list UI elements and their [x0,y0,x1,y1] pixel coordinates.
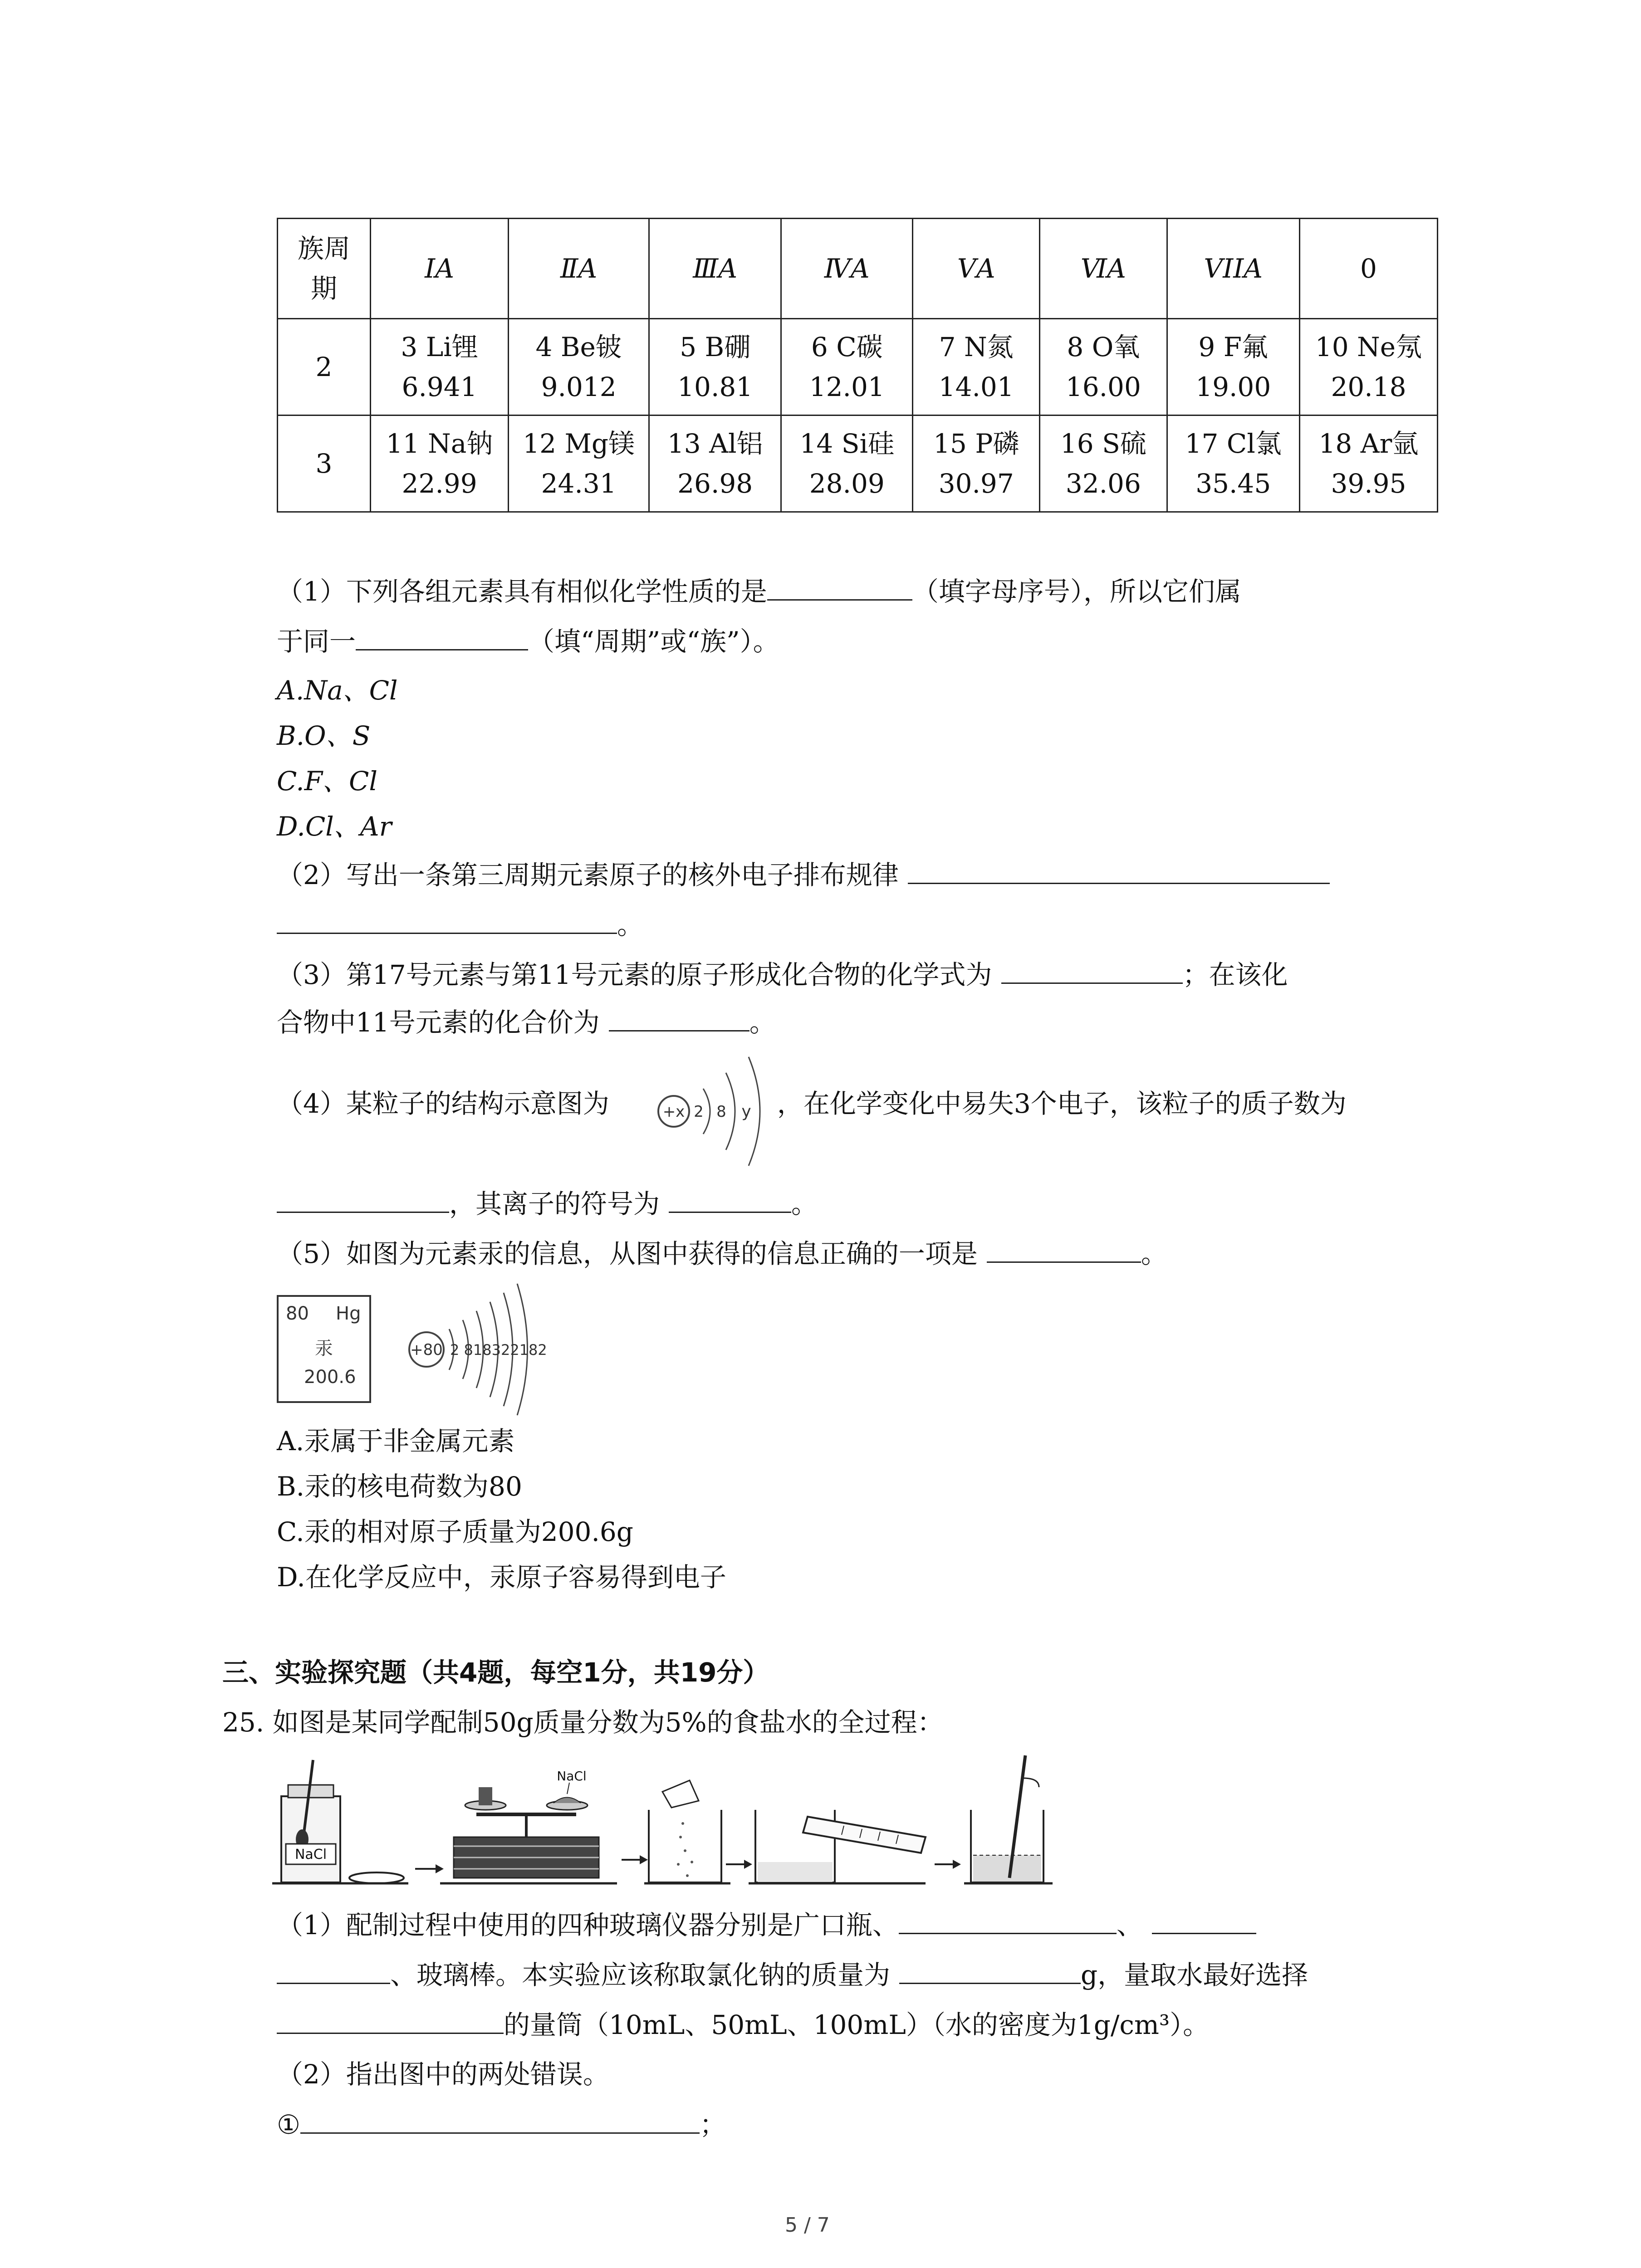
mercury-atom-diagram [404,1277,567,1422]
shell-2-count: 8 [716,1103,726,1121]
shell-counts: 2 818322182 [450,1341,547,1359]
element-cell: 5 B硼10.81 [649,319,781,415]
q5-option-b: B.汞的核电荷数为80 [277,1471,522,1502]
q5-option-d: D.在化学反应中，汞原子容易得到电子 [277,1562,726,1593]
jar-label: NaCl [294,1847,327,1862]
atomic-mass: 200.6 [304,1367,356,1388]
element-cell: 3 Li锂6.941 [371,319,509,415]
element-cell: 8 O氧16.00 [1040,319,1167,415]
q1-option-b: B.O、S [277,720,371,751]
element-cell: 17 Cl氯35.45 [1167,415,1299,512]
q4-answer-blank-1[interactable] [277,1182,449,1213]
q25-p1-line2: 、玻璃棒。本实验应该称取氯化钠的质量为 g，量取水最好选择 [277,1953,1308,1997]
section-heading: 三、实验探究题（共4题，每空1分，共19分） [222,1657,769,1688]
q1-option-c: C.F、Cl [277,766,377,797]
element-cell: 18 Ar氩39.95 [1299,415,1437,512]
q3-answer-blank-1[interactable] [1001,953,1183,984]
element-cell: 15 P磷30.97 [913,415,1040,512]
element-cell: 9 F氟19.00 [1167,319,1299,415]
q1-option-d: D.Cl、Ar [277,811,392,842]
q25-answer-blank-4[interactable] [277,2003,504,2034]
q5-option-a: A.汞属于非金属元素 [277,1426,515,1457]
header-group-1: ⅠA [371,219,509,319]
q25-error-blank-1[interactable] [300,2102,700,2134]
periodic-table [277,218,1438,513]
dish [349,1872,404,1883]
q25-answer-blank-1[interactable] [899,1903,1117,1934]
salt-label: NaCl [557,1769,587,1784]
element-cell: 14 Si硅28.09 [781,415,913,512]
q3-answer-blank-2[interactable] [609,1000,749,1031]
q25-title: 25. 如图是某同学配制50g质量分数为5%的食盐水的全过程： [222,1707,944,1738]
element-cell: 4 Be铍9.012 [509,319,649,415]
q5-line1: （5）如图为元素汞的信息，从图中获得的信息正确的一项是 。 [277,1232,1167,1276]
header-group-2: ⅡA [509,219,649,319]
header-group-5: ⅤA [913,219,1040,319]
header-group-4: ⅣA [781,219,913,319]
header-group-3: ⅢA [649,219,781,319]
q1-answer-blank-1[interactable] [767,569,912,601]
q5-option-c: C.汞的相对原子质量为200.6g [277,1516,633,1547]
q4-answer-blank-2[interactable] [669,1182,791,1213]
particle-structure-diagram [653,1048,817,1175]
element-cell: 10 Ne氖20.18 [1299,319,1437,415]
q1-line2: 于同一 （填“周期”或“族”）。 [277,619,779,663]
q1-line1: （1）下列各组元素具有相似化学性质的是 （填字母序号），所以它们属 [277,569,1241,613]
q25-p2: （2）指出图中的两处错误。 [277,2059,609,2090]
nucleus-charge: +x [662,1103,685,1121]
header-group-period: 族周 期 [278,219,371,319]
q5-answer-blank[interactable] [987,1232,1141,1263]
q25-answer-blank-3[interactable] [899,1953,1081,1984]
element-name: 汞 [315,1338,333,1359]
period-label: 2 [278,319,371,415]
q25-answer-blank-2-cont[interactable] [277,1953,390,1984]
nucleus-charge: +80 [410,1341,443,1359]
q2-answer-blank-cont[interactable] [277,903,617,934]
mercury-element-card [277,1295,371,1403]
header-group-7: VIIA [1167,219,1299,319]
page-number: 5 / 7 [785,2214,830,2237]
period-label: 3 [278,415,371,512]
element-symbol: Hg [336,1303,361,1324]
q1-option-a: A.Na、Cl [277,675,398,706]
q3-line1: （3）第17号元素与第11号元素的原子形成化合物的化学式为 ；在该化 [277,953,1288,997]
atomic-number: 80 [286,1303,309,1324]
q25-answer-blank-2[interactable] [1152,1903,1256,1934]
q4-line1: （4）某粒子的结构示意图为 ，在化学变化中易失3个电子，该粒子的质子数为 [277,1088,1347,1119]
q1-answer-blank-2[interactable] [356,619,528,650]
q2-answer-blank[interactable] [908,853,1330,884]
element-cell: 12 Mg镁24.31 [509,415,649,512]
q2-line2: 。 [277,903,643,947]
shell-1-count: 2 [694,1103,704,1121]
q25-p1-line3: 的量筒（10mL、50mL、100mL）（水的密度为1g/cm³）。 [277,2003,1209,2047]
graduated-cylinder [803,1817,926,1853]
header-group-0: 0 [1299,219,1437,319]
element-cell: 7 N氮14.01 [913,319,1040,415]
element-cell: 6 C碳12.01 [781,319,913,415]
element-cell: 13 Al铝26.98 [649,415,781,512]
q25-p1-line1: （1）配制过程中使用的四种玻璃仪器分别是广口瓶、 、 [277,1903,1256,1947]
shell-3-count: y [741,1102,751,1121]
q25-p2-item1: ① ； [277,2102,726,2146]
q2-line1: （2）写出一条第三周期元素原子的核外电子排布规律 [277,853,1330,897]
element-cell: 11 Na钠22.99 [371,415,509,512]
header-group-6: ⅥA [1040,219,1167,319]
beaker [649,1810,721,1882]
element-cell: 16 S硫32.06 [1040,415,1167,512]
reagent-jar [281,1796,340,1882]
q4-line2: ，其离子的符号为 。 [277,1182,818,1226]
q3-line2: 合物中11号元素的化合价为 。 [277,1000,776,1044]
experiment-procedure-figure [272,1742,1089,1896]
